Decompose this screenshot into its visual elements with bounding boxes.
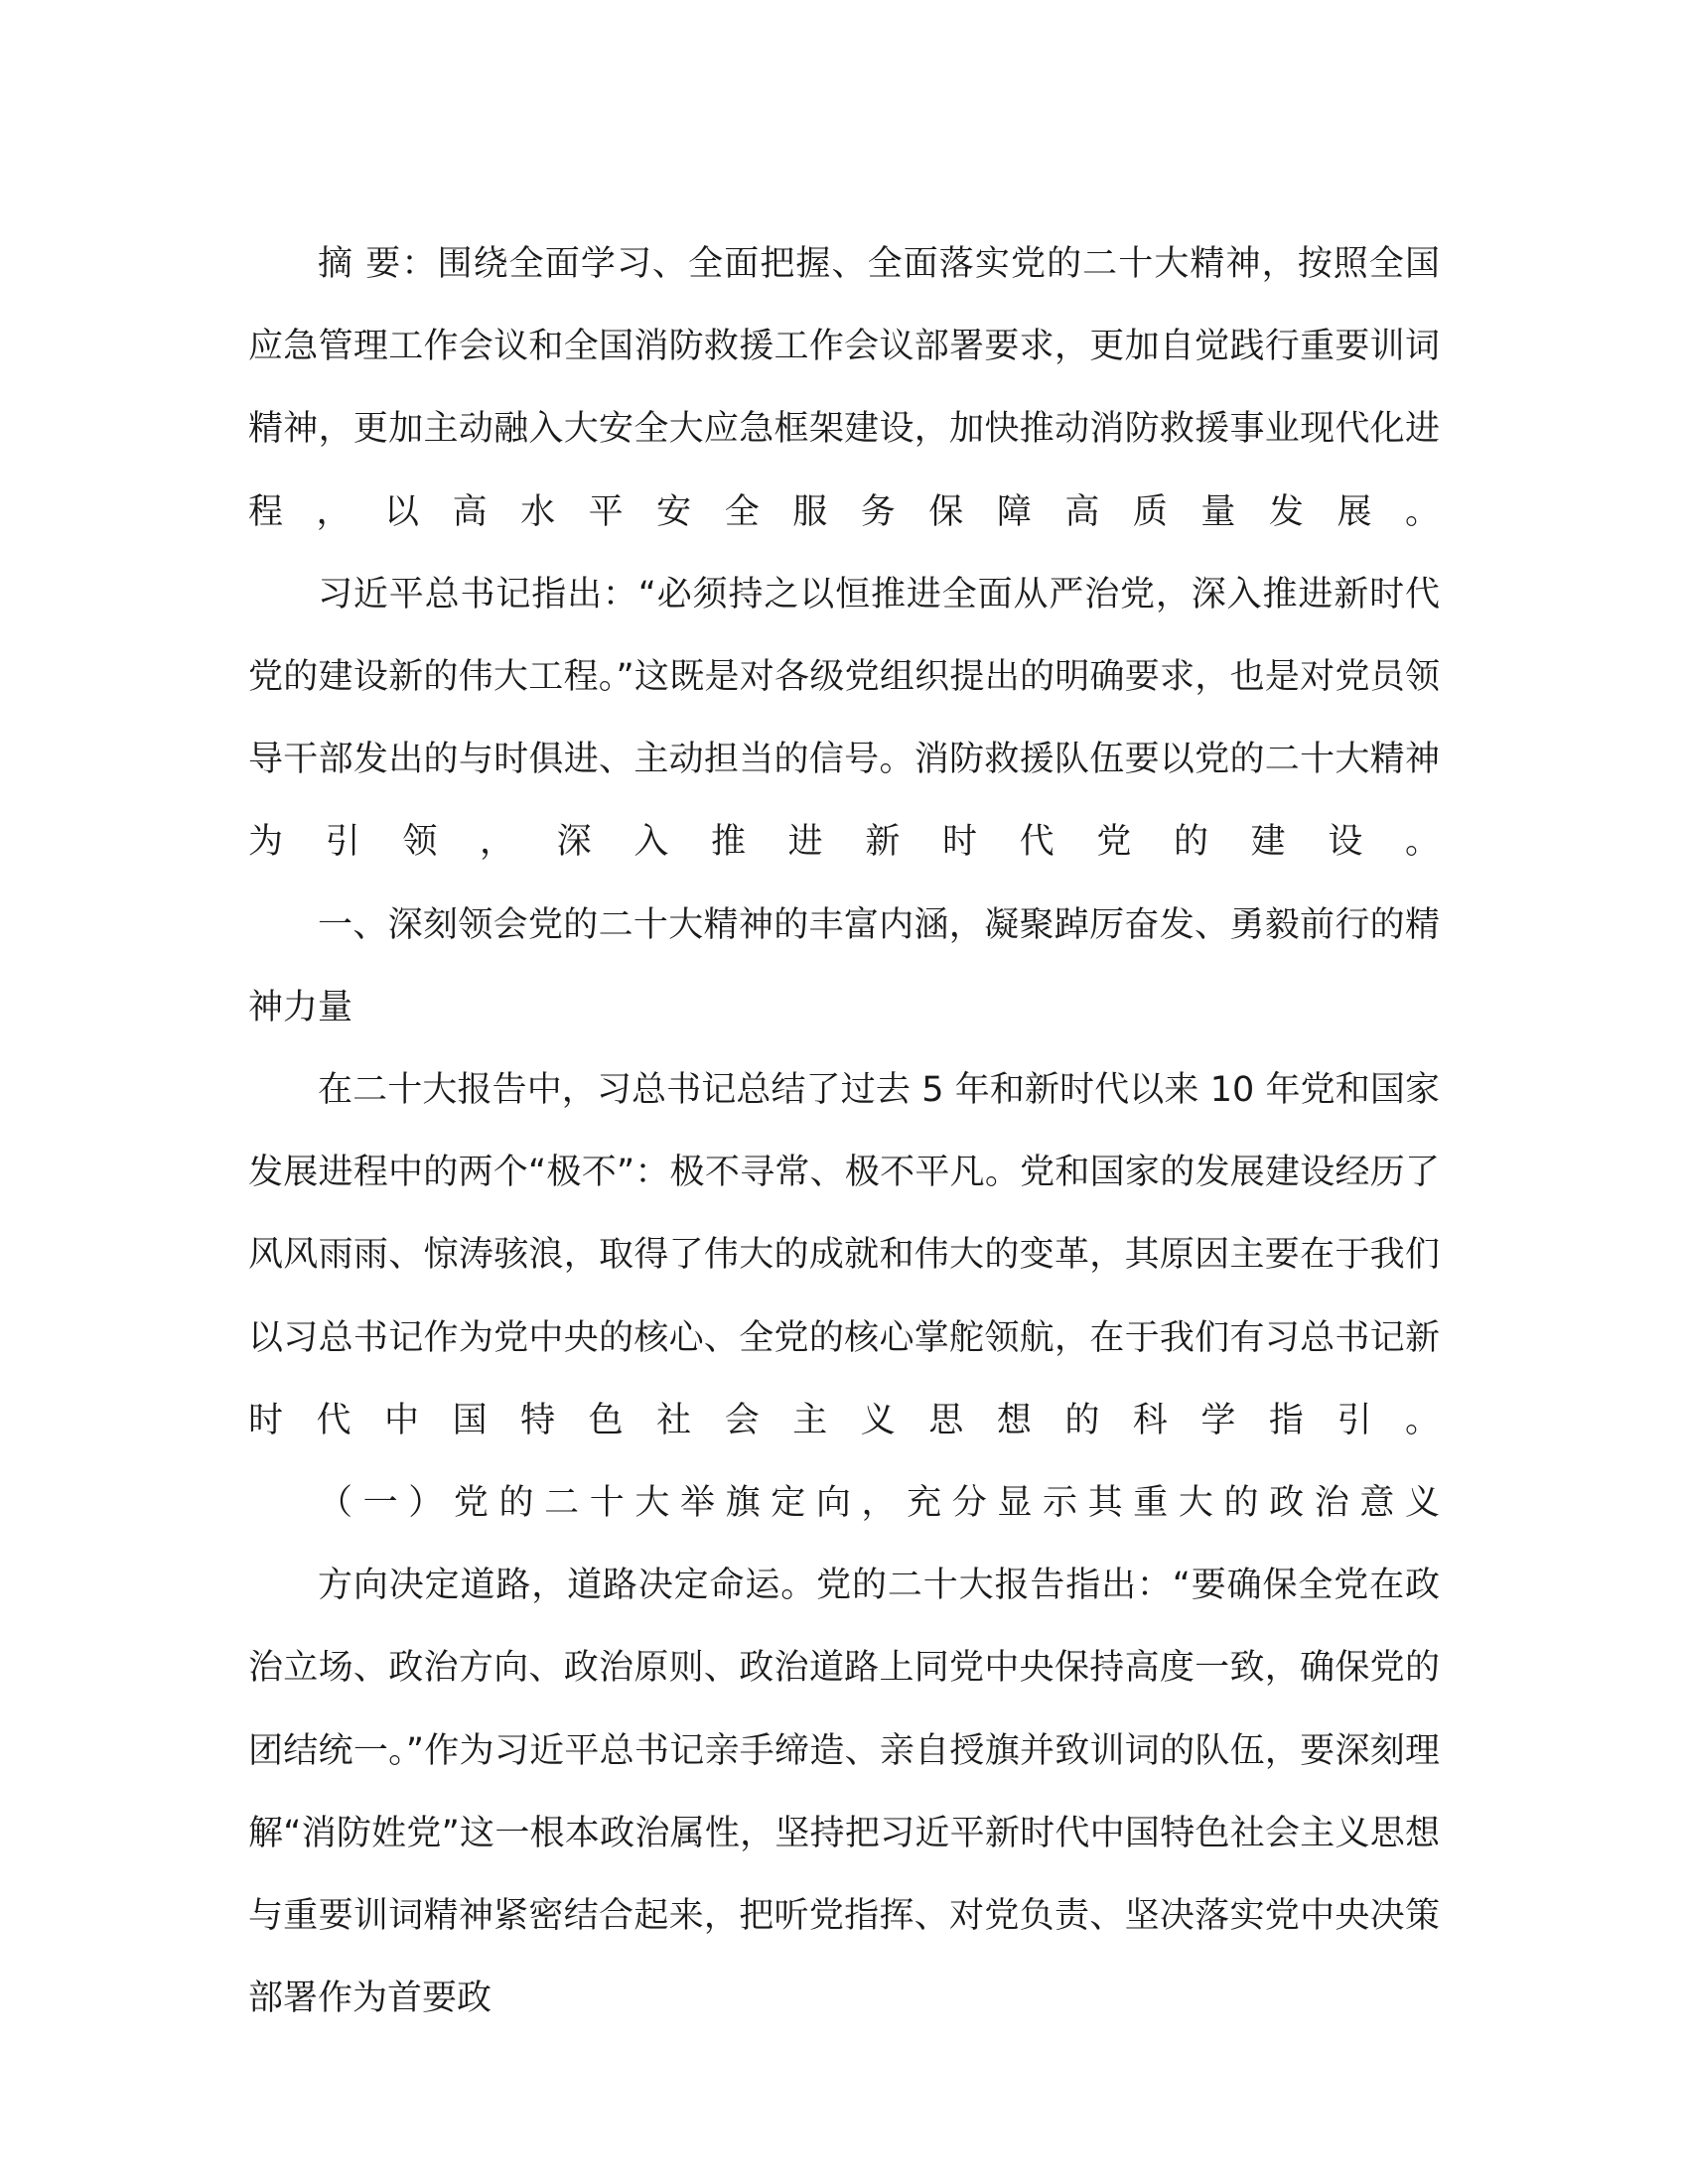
section-body-paragraph: 在二十大报告中，习总书记总结了过去 5 年和新时代以来 10 年党和国家发展进程中的两个“极不”：极不寻常、极不平凡。党和国家的发展建设经历了风风雨雨、惊涛骇浪，取得了伟大的成就和伟大的变革，其原因主要在于我们以习总书记作为党中央的核心、全党的核心掌舵领航，在于我们有习总书记新时代中国特色社会主义思想的科学指引。 [248, 1070, 1440, 1440]
subsection-body-paragraph: 方向决定道路，道路决定命运。党的二十大报告指出：“要确保全党在政治立场、政治方向、政治原则、政治道路上同党中央保持高度一致，确保党的团结统一。”作为习近平总书记亲手缔造、亲自授旗并致训词的队伍，要深刻理解“消防姓党”这一根本政治属性，坚持把习近平新时代中国特色社会主义思想与重要训词精神紧密结合起来，把听党指挥、对党负责、坚决落实党中央决策部署作为首要政 [248, 1566, 1440, 2019]
section-heading: 一、深刻领会党的二十大精神的丰富内涵，凝聚踔厉奋发、勇毅前行的精神力量 [248, 904, 1440, 1027]
document-body [248, 223, 1440, 2040]
abstract-paragraph: 摘 要：围绕全面学习、全面把握、全面落实党的二十大精神，按照全国应急管理工作会议和全国消防救援工作会议部署要求，更加自觉践行重要训词精神，更加主动融入大安全大应急框架建设，加快推动消防救援事业现代化进程，以高水平安全服务保障高质量发展。 [248, 244, 1440, 532]
intro-paragraph: 习近平总书记指出：“必须持之以恒推进全面从严治党，深入推进新时代党的建设新的伟大工程。”这既是对各级党组织提出的明确要求，也是对党员领导干部发出的与时俱进、主动担当的信号。消防救援队伍要以党的二十大精神为引领，深入推进新时代党的建设。 [248, 574, 1440, 863]
subsection-heading: （一）党的二十大举旗定向，充分显示其重大的政治意义 [318, 1483, 1440, 1524]
